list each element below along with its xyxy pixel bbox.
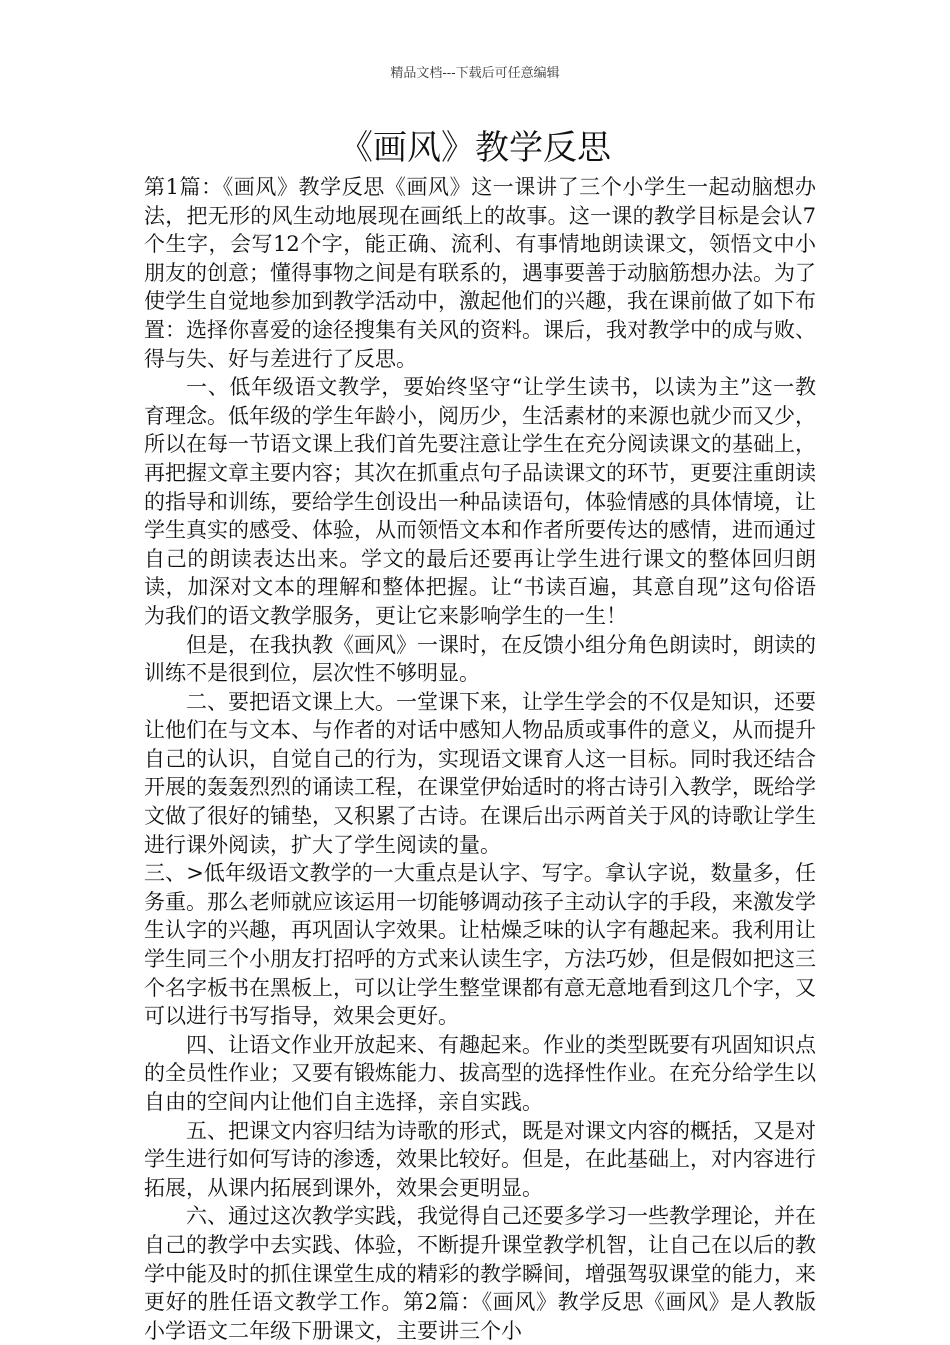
paragraph-5: 三、>低年级语文教学的一大重点是认字、写字。拿认字说，数量多，任务重。那么老师就应该运用一切能够调动孩子主动认字的手段，来激发学生认字的兴趣，再巩固认字效果。让枯燥乏味的认字有趣起来。我利用让学生同三个小朋友打招呼的方式来认读生字，方法巧妙，但是假如把这三个名字板书在黑板上，可以让学生整堂课都有意无意地看到这几个字，又可以进行书写指导，效果会更好。 (144, 861, 816, 1029)
paragraph-8: 六、通过这次教学实践，我觉得自己还要多学习一些教学理论，并在自己的教学中去实践、体验，不断提升课堂教学机智，让自己在以后的教学中能及时的抓住课堂生成的精彩的教学瞬间，增强驾驭课堂的能力，来更好的胜任语文教学工作。第2篇：《画风》教学反思《画风》是人教版小学语文二年级下册课文，主要讲三个小 (144, 1204, 816, 1343)
document-body (144, 173, 816, 1345)
paragraph-3: 但是，在我执教《画风》一课时，在反馈小组分角色朗读时，朗读的训练不是很到位，层次性不够明显。 (144, 632, 816, 686)
paragraph-1: 第1篇：《画风》教学反思《画风》这一课讲了三个小学生一起动脑想办法，把无形的风生动地展现在画纸上的故事。这一课的教学目标是会认7个生字，会写12个字，能正确、流利、有事情地朗读课文，领悟文中小朋友的创意；懂得事物之间是有联系的，遇事要善于动脑筋想办法。为了使学生自觉地参加到教学活动中，激起他们的兴趣，我在课前做了如下布置：选择你喜爱的途径搜集有关风的资料。课后，我对教学中的成与败、得与失、好与差进行了反思。 (144, 175, 816, 371)
paragraph-7: 五、把课文内容归结为诗歌的形式，既是对课文内容的概括，又是对学生进行如何写诗的渗透，效果比较好。但是，在此基础上，对内容进行拓展，从课内拓展到课外，效果会更明显。 (144, 1118, 816, 1200)
paragraph-4: 二、要把语文课上大。一堂课下来，让学生学会的不仅是知识，还要让他们在与文本、与作者的对话中感知人物品质或事件的意义，从而提升自己的认识，自觉自己的行为，实现语文课育人这一目标。同时我还结合开展的轰轰烈烈的诵读工程，在课堂伊始适时的将古诗引入教学，既给学文做了很好的铺垫，又积累了古诗。在课后出示两首关于风的诗歌让学生进行课外阅读，扩大了学生阅读的量。 (144, 689, 816, 857)
paragraph-6: 四、让语文作业开放起来、有趣起来。作业的类型既要有巩固知识点的全员性作业；又要有锻炼能力、拔高型的选择性作业。在充分给学生以自由的空间内让他们自主选择，亲自实践。 (144, 1032, 816, 1114)
paragraph-2: 一、低年级语文教学，要始终坚守“让学生读书，以读为主”这一教育理念。低年级的学生年龄小，阅历少，生活素材的来源也就少而又少，所以在每一节语文课上我们首先要注意让学生在充分阅读课文的基础上，再把握文章主要内容；其次在抓重点句子品读课文的环节，更要注重朗读的指导和训练，要给学生创设出一种品读语句，体验情感的具体情境，让学生真实的感受、体验，从而领悟文本和作者所要传达的感情，进而通过自己的朗读表达出来。学文的最后还要再让学生进行课文的整体回归朗读，加深对文本的理解和整体把握。让“书读百遍，其意自现”这句俗语为我们的语文教学服务，更让它来影响学生的一生！ (144, 375, 816, 628)
header-note: 精品文档---下载后可任意编辑 (390, 66, 560, 81)
document-title: 《画风》教学反思 (339, 128, 611, 168)
